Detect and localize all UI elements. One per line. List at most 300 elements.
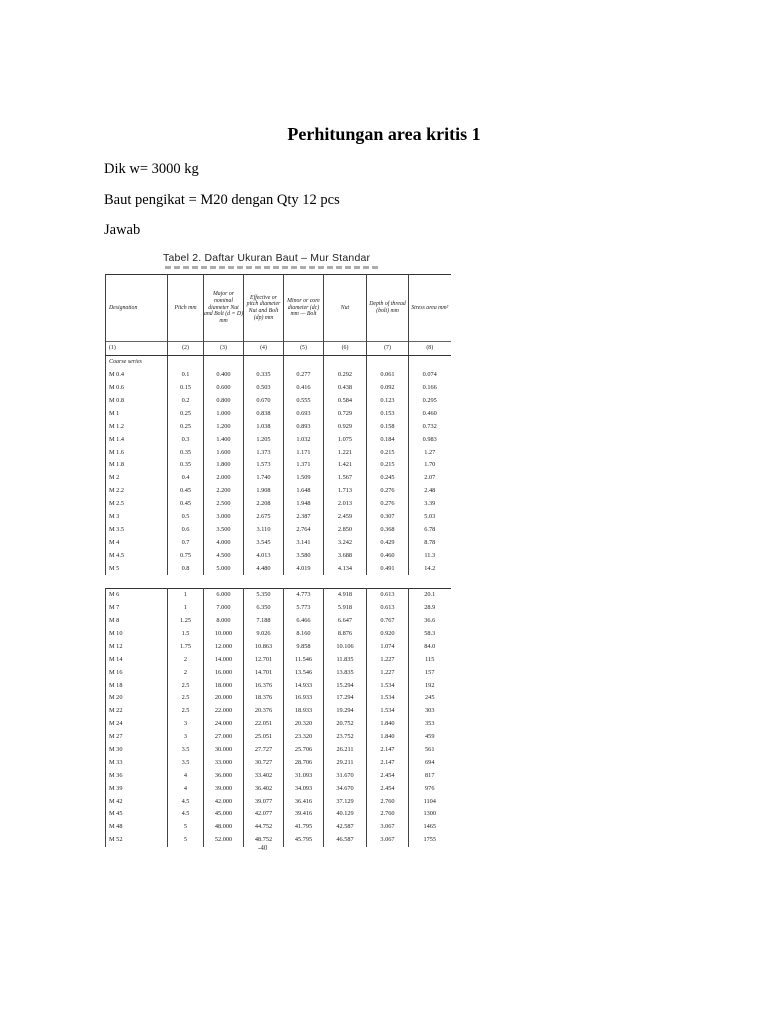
value-cell: 1.534: [367, 692, 409, 705]
table-row: [106, 524, 451, 537]
value-cell: 0.6: [168, 524, 204, 537]
value-cell: 817: [409, 769, 451, 782]
value-cell: 1.075: [324, 433, 367, 446]
value-cell: 0.45: [168, 498, 204, 511]
value-cell: 39.000: [204, 782, 244, 795]
value-cell: 1755: [409, 834, 451, 847]
table-row: [106, 653, 451, 666]
table-row: [106, 628, 451, 641]
value-cell: 0.245: [367, 472, 409, 485]
designation-cell: M 36: [106, 769, 168, 782]
value-cell: 0.429: [367, 536, 409, 549]
value-cell: 0.2: [168, 395, 204, 408]
designation-cell: M 18: [106, 679, 168, 692]
value-cell: 13.546: [284, 666, 324, 679]
column-number: (8): [409, 342, 451, 356]
value-cell: 25.706: [284, 744, 324, 757]
value-cell: 20.320: [284, 718, 324, 731]
designation-cell: M 52: [106, 834, 168, 847]
value-cell: 16.933: [284, 692, 324, 705]
value-cell: 34.670: [324, 782, 367, 795]
value-cell: 3.39: [409, 498, 451, 511]
value-cell: 11.3: [409, 549, 451, 562]
value-cell: 2.760: [367, 795, 409, 808]
value-cell: 2.07: [409, 472, 451, 485]
value-cell: 39.077: [244, 795, 284, 808]
table-row: [106, 834, 451, 847]
value-cell: 1.221: [324, 446, 367, 459]
value-cell: 0.983: [409, 433, 451, 446]
column-number: (7): [367, 342, 409, 356]
value-cell: 6.000: [204, 589, 244, 602]
designation-cell: M 42: [106, 795, 168, 808]
value-cell: 0.800: [204, 395, 244, 408]
designation-cell: M 30: [106, 744, 168, 757]
value-cell: 3.000: [204, 511, 244, 524]
designation-cell: M 24: [106, 718, 168, 731]
value-cell: 0.929: [324, 420, 367, 433]
column-header: Effective or pitch diameter Nut and Bolt (dp) mm: [244, 275, 284, 342]
value-cell: 0.438: [324, 382, 367, 395]
value-cell: 2.5: [168, 705, 204, 718]
value-cell: 12.701: [244, 653, 284, 666]
value-cell: 6.78: [409, 524, 451, 537]
value-cell: 4.480: [244, 562, 284, 575]
value-cell: 8.876: [324, 628, 367, 641]
designation-cell: M 1.6: [106, 446, 168, 459]
value-cell: 1.840: [367, 718, 409, 731]
value-cell: 0.368: [367, 524, 409, 537]
designation-cell: M 2.2: [106, 485, 168, 498]
value-cell: 4.000: [204, 536, 244, 549]
designation-cell: M 0.4: [106, 369, 168, 382]
value-cell: 459: [409, 731, 451, 744]
value-cell: 17.294: [324, 692, 367, 705]
value-cell: 1.648: [284, 485, 324, 498]
value-cell: 1.600: [204, 446, 244, 459]
value-cell: 0.215: [367, 446, 409, 459]
value-cell: 58.3: [409, 628, 451, 641]
value-cell: 0.767: [367, 615, 409, 628]
value-cell: 2.459: [324, 511, 367, 524]
designation-cell: M 2: [106, 472, 168, 485]
page-number: -40: [258, 844, 268, 852]
designation-cell: M 0.6: [106, 382, 168, 395]
designation-cell: M 1.4: [106, 433, 168, 446]
value-cell: 0.335: [244, 369, 284, 382]
value-cell: 1.205: [244, 433, 284, 446]
value-cell: 7.188: [244, 615, 284, 628]
designation-cell: M 22: [106, 705, 168, 718]
value-cell: 10.106: [324, 641, 367, 654]
value-cell: 0.613: [367, 589, 409, 602]
value-cell: 1.70: [409, 459, 451, 472]
value-cell: 0.893: [284, 420, 324, 433]
value-cell: 84.0: [409, 641, 451, 654]
value-cell: 1.038: [244, 420, 284, 433]
value-cell: 4.013: [244, 549, 284, 562]
value-cell: 33.402: [244, 769, 284, 782]
value-cell: 20.1: [409, 589, 451, 602]
value-cell: 44.752: [244, 821, 284, 834]
series-label: Coarse series: [106, 356, 168, 369]
designation-cell: M 5: [106, 562, 168, 575]
designation-cell: M 6: [106, 589, 168, 602]
designation-cell: M 2.5: [106, 498, 168, 511]
designation-cell: M 1: [106, 408, 168, 421]
value-cell: 2.200: [204, 485, 244, 498]
value-cell: 1.573: [244, 459, 284, 472]
value-cell: 1.032: [284, 433, 324, 446]
table-row: [106, 692, 451, 705]
table-row: [106, 498, 451, 511]
column-header: Pitch mm: [168, 275, 204, 342]
value-cell: 1: [168, 602, 204, 615]
value-cell: 36.6: [409, 615, 451, 628]
value-cell: 0.215: [367, 459, 409, 472]
value-cell: 2.387: [284, 511, 324, 524]
table-row: [106, 731, 451, 744]
table-row: [106, 536, 451, 549]
value-cell: 0.400: [204, 369, 244, 382]
value-cell: 36.000: [204, 769, 244, 782]
value-cell: 0.920: [367, 628, 409, 641]
value-cell: 3.5: [168, 744, 204, 757]
value-cell: 37.129: [324, 795, 367, 808]
column-number: (1): [106, 342, 168, 356]
value-cell: 1.840: [367, 731, 409, 744]
column-header: Minor or core diameter (dc) mm — Bolt: [284, 275, 324, 342]
value-cell: 0.460: [409, 408, 451, 421]
value-cell: 4.5: [168, 795, 204, 808]
designation-cell: M 0.8: [106, 395, 168, 408]
designation-cell: M 12: [106, 641, 168, 654]
given-weight-text: Dik w= 3000 kg: [104, 161, 199, 177]
value-cell: 0.123: [367, 395, 409, 408]
bolt-table-part-1: [105, 274, 451, 575]
value-cell: 5.350: [244, 589, 284, 602]
value-cell: 39.416: [284, 808, 324, 821]
bolt-table-part-2: [105, 588, 451, 847]
table-row: [106, 641, 451, 654]
value-cell: 2.000: [204, 472, 244, 485]
value-cell: 11.835: [324, 653, 367, 666]
value-cell: 15.294: [324, 679, 367, 692]
value-cell: 5.773: [284, 602, 324, 615]
value-cell: 0.584: [324, 395, 367, 408]
answer-label: Jawab: [104, 222, 141, 238]
value-cell: 0.416: [284, 382, 324, 395]
value-cell: 25.051: [244, 731, 284, 744]
table-header-row: [106, 275, 451, 342]
value-cell: 48.000: [204, 821, 244, 834]
value-cell: 20.752: [324, 718, 367, 731]
value-cell: 1.567: [324, 472, 367, 485]
value-cell: 1.75: [168, 641, 204, 654]
document-title: Perhitungan area kritis 1: [287, 124, 481, 144]
value-cell: 0.061: [367, 369, 409, 382]
value-cell: 0.732: [409, 420, 451, 433]
value-cell: 45.000: [204, 808, 244, 821]
value-cell: 157: [409, 666, 451, 679]
column-header: Stress area mm²: [409, 275, 451, 342]
table-row: [106, 395, 451, 408]
table-row: [106, 369, 451, 382]
value-cell: 1.25: [168, 615, 204, 628]
value-cell: 13.835: [324, 666, 367, 679]
value-cell: 2.5: [168, 679, 204, 692]
value-cell: 33.000: [204, 757, 244, 770]
value-cell: 27.727: [244, 744, 284, 757]
designation-cell: M 16: [106, 666, 168, 679]
value-cell: 30.000: [204, 744, 244, 757]
value-cell: 31.670: [324, 769, 367, 782]
value-cell: 52.000: [204, 834, 244, 847]
value-cell: 2.013: [324, 498, 367, 511]
value-cell: 22.000: [204, 705, 244, 718]
value-cell: 4.773: [284, 589, 324, 602]
value-cell: 0.184: [367, 433, 409, 446]
value-cell: 0.4: [168, 472, 204, 485]
value-cell: 20.376: [244, 705, 284, 718]
value-cell: 11.546: [284, 653, 324, 666]
value-cell: 34.093: [284, 782, 324, 795]
value-cell: 8.160: [284, 628, 324, 641]
value-cell: 2.675: [244, 511, 284, 524]
value-cell: 26.211: [324, 744, 367, 757]
column-header: Designation: [106, 275, 168, 342]
table-row: [106, 795, 451, 808]
designation-cell: M 10: [106, 628, 168, 641]
value-cell: 5: [168, 821, 204, 834]
value-cell: 2.454: [367, 769, 409, 782]
table-row: [106, 757, 451, 770]
value-cell: 115: [409, 653, 451, 666]
value-cell: 3.067: [367, 834, 409, 847]
value-cell: 0.838: [244, 408, 284, 421]
value-cell: 41.795: [284, 821, 324, 834]
designation-cell: M 14: [106, 653, 168, 666]
value-cell: 976: [409, 782, 451, 795]
value-cell: 0.670: [244, 395, 284, 408]
value-cell: 3.545: [244, 536, 284, 549]
value-cell: 0.166: [409, 382, 451, 395]
table-row: [106, 666, 451, 679]
column-header: Depth of thread (bolt) mm: [367, 275, 409, 342]
value-cell: 4: [168, 782, 204, 795]
value-cell: 12.000: [204, 641, 244, 654]
value-cell: 6.350: [244, 602, 284, 615]
value-cell: 2.147: [367, 757, 409, 770]
value-cell: 3.242: [324, 536, 367, 549]
value-cell: 0.153: [367, 408, 409, 421]
value-cell: 2.760: [367, 808, 409, 821]
value-cell: 3: [168, 731, 204, 744]
table-row: [106, 769, 451, 782]
value-cell: 23.320: [284, 731, 324, 744]
designation-cell: M 4: [106, 536, 168, 549]
column-number: (2): [168, 342, 204, 356]
value-cell: 2: [168, 653, 204, 666]
table-row: [106, 602, 451, 615]
value-cell: 1.373: [244, 446, 284, 459]
value-cell: 8.000: [204, 615, 244, 628]
caption-underline: [165, 266, 380, 269]
value-cell: 1.421: [324, 459, 367, 472]
value-cell: 1.740: [244, 472, 284, 485]
value-cell: 1.534: [367, 705, 409, 718]
column-number: (5): [284, 342, 324, 356]
table-row: [106, 549, 451, 562]
value-cell: 1300: [409, 808, 451, 821]
table-row: [106, 744, 451, 757]
value-cell: 5.918: [324, 602, 367, 615]
designation-cell: M 33: [106, 757, 168, 770]
value-cell: 2.850: [324, 524, 367, 537]
value-cell: 18.933: [284, 705, 324, 718]
designation-cell: M 3: [106, 511, 168, 524]
value-cell: 9.026: [244, 628, 284, 641]
value-cell: 45.795: [284, 834, 324, 847]
value-cell: 0.613: [367, 602, 409, 615]
value-cell: 1: [168, 589, 204, 602]
value-cell: 29.211: [324, 757, 367, 770]
value-cell: 0.729: [324, 408, 367, 421]
value-cell: 5.000: [204, 562, 244, 575]
value-cell: 1.908: [244, 485, 284, 498]
value-cell: 1104: [409, 795, 451, 808]
value-cell: 20.000: [204, 692, 244, 705]
value-cell: 14.701: [244, 666, 284, 679]
value-cell: 7.000: [204, 602, 244, 615]
designation-cell: M 8: [106, 615, 168, 628]
value-cell: 36.402: [244, 782, 284, 795]
value-cell: 0.5: [168, 511, 204, 524]
designation-cell: M 20: [106, 692, 168, 705]
table-row: [106, 782, 451, 795]
value-cell: 303: [409, 705, 451, 718]
value-cell: 31.093: [284, 769, 324, 782]
value-cell: 2.147: [367, 744, 409, 757]
value-cell: 0.295: [409, 395, 451, 408]
value-cell: 42.587: [324, 821, 367, 834]
table-row: [106, 705, 451, 718]
value-cell: 0.600: [204, 382, 244, 395]
designation-cell: M 48: [106, 821, 168, 834]
value-cell: 0.491: [367, 562, 409, 575]
series-row: [106, 356, 451, 369]
value-cell: 4.5: [168, 808, 204, 821]
value-cell: 1.227: [367, 666, 409, 679]
value-cell: 3.5: [168, 757, 204, 770]
value-cell: 4.500: [204, 549, 244, 562]
value-cell: 2.764: [284, 524, 324, 537]
designation-cell: M 1.2: [106, 420, 168, 433]
value-cell: 27.000: [204, 731, 244, 744]
table-row: [106, 382, 451, 395]
value-cell: 3.580: [284, 549, 324, 562]
value-cell: 18.000: [204, 679, 244, 692]
value-cell: 0.092: [367, 382, 409, 395]
value-cell: 1.800: [204, 459, 244, 472]
value-cell: 0.35: [168, 459, 204, 472]
value-cell: 2.454: [367, 782, 409, 795]
table-row: [106, 408, 451, 421]
value-cell: 1.074: [367, 641, 409, 654]
column-number-row: [106, 342, 451, 356]
table-row: [106, 446, 451, 459]
value-cell: 0.460: [367, 549, 409, 562]
value-cell: 0.307: [367, 511, 409, 524]
value-cell: 9.858: [284, 641, 324, 654]
value-cell: 0.35: [168, 446, 204, 459]
value-cell: 0.15: [168, 382, 204, 395]
value-cell: 0.503: [244, 382, 284, 395]
value-cell: 1.200: [204, 420, 244, 433]
designation-cell: M 7: [106, 602, 168, 615]
value-cell: 30.727: [244, 757, 284, 770]
table-row: [106, 821, 451, 834]
value-cell: 18.376: [244, 692, 284, 705]
value-cell: 3: [168, 718, 204, 731]
value-cell: 0.1: [168, 369, 204, 382]
value-cell: 28.9: [409, 602, 451, 615]
value-cell: 4: [168, 769, 204, 782]
value-cell: 3.141: [284, 536, 324, 549]
value-cell: 2.5: [168, 692, 204, 705]
value-cell: 1.000: [204, 408, 244, 421]
value-cell: 3.688: [324, 549, 367, 562]
table-caption: Tabel 2. Daftar Ukuran Baut – Mur Standar: [163, 252, 371, 264]
value-cell: 16.376: [244, 679, 284, 692]
value-cell: 46.587: [324, 834, 367, 847]
designation-cell: M 3.5: [106, 524, 168, 537]
value-cell: 3.110: [244, 524, 284, 537]
value-cell: 1.5: [168, 628, 204, 641]
value-cell: 0.555: [284, 395, 324, 408]
value-cell: 23.752: [324, 731, 367, 744]
value-cell: 2: [168, 666, 204, 679]
value-cell: 6.647: [324, 615, 367, 628]
value-cell: 694: [409, 757, 451, 770]
value-cell: 2.500: [204, 498, 244, 511]
value-cell: 4.019: [284, 562, 324, 575]
value-cell: 3.500: [204, 524, 244, 537]
value-cell: 3.067: [367, 821, 409, 834]
value-cell: 14.933: [284, 679, 324, 692]
value-cell: 8.78: [409, 536, 451, 549]
value-cell: 1.509: [284, 472, 324, 485]
value-cell: 4.134: [324, 562, 367, 575]
designation-cell: M 27: [106, 731, 168, 744]
value-cell: 1.948: [284, 498, 324, 511]
table-row: [106, 808, 451, 821]
column-number: (4): [244, 342, 284, 356]
value-cell: 5: [168, 834, 204, 847]
table-row: [106, 679, 451, 692]
value-cell: 42.077: [244, 808, 284, 821]
value-cell: 16.000: [204, 666, 244, 679]
value-cell: 5.03: [409, 511, 451, 524]
table-row: [106, 511, 451, 524]
value-cell: 24.000: [204, 718, 244, 731]
value-cell: 28.706: [284, 757, 324, 770]
designation-cell: M 45: [106, 808, 168, 821]
value-cell: 0.276: [367, 485, 409, 498]
value-cell: 245: [409, 692, 451, 705]
value-cell: 14.000: [204, 653, 244, 666]
value-cell: 0.074: [409, 369, 451, 382]
